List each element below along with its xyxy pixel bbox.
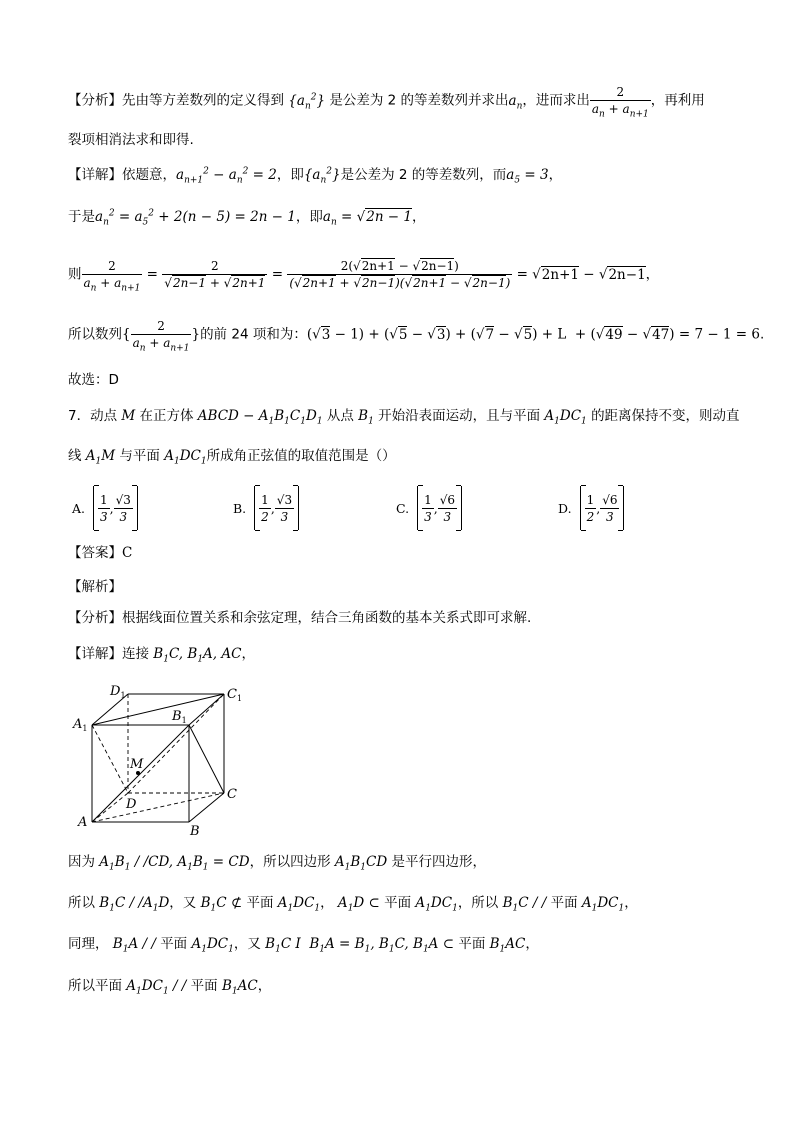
proof-p4-a: 所以平面: [68, 978, 122, 994]
detail-line2-a: 于是: [68, 209, 95, 225]
option-a[interactable]: A. $\frac{1}{3}$ , $\frac{√3}{3}$: [72, 486, 138, 530]
q7-text-a: 动点: [90, 408, 118, 424]
fraction-2-over-an: $\frac{2}{a_n + a_{n+1}}$: [591, 85, 649, 120]
proof-p3-a: 同理，: [68, 936, 109, 952]
label-m: M: [130, 757, 144, 772]
q7-text-f: 线: [68, 448, 82, 464]
detail-line1-c: 是公差为 2 的等差数列，而: [340, 167, 507, 183]
frac-lhs: $\frac{2}{a_n + a_{n+1}}$: [83, 259, 141, 294]
option-b[interactable]: B. $\frac{1}{2}$ , $\frac{√3}{3}$: [233, 486, 299, 530]
label-b: B: [190, 824, 200, 839]
detail-line1-a: 依题意，: [122, 167, 176, 183]
proof-p2-c: 平面: [246, 895, 274, 911]
detail-line2-b: ，即: [295, 209, 323, 225]
proof-p1-b: ，所以四边形: [249, 854, 331, 870]
option-d[interactable]: D. $\frac{1}{2}$ , $\frac{√6}{3}$: [558, 486, 624, 530]
analysis-text-d: ，再利用: [650, 92, 705, 109]
analysis2-tag: 【分析】: [68, 610, 122, 626]
q7-text-g: 与平面: [119, 448, 160, 464]
analysis2-text: 根据线面位置关系和余弦定理，结合三角函数的基本关系式即可求解.: [122, 610, 532, 626]
answer-value: C: [122, 545, 133, 561]
detail-line4-b: 的前 24 项和为：: [200, 326, 307, 343]
analysis-text-a: 先由等方差数列的定义得到: [122, 92, 284, 109]
option-c[interactable]: C. $\frac{1}{3}$ , $\frac{√6}{3}$: [396, 486, 462, 530]
label-d: D: [126, 797, 137, 812]
proof-p3-d: 平面: [458, 936, 486, 952]
label-c1: $C_1$: [227, 687, 243, 703]
proof-p2-d: ，: [320, 895, 334, 911]
q7-text-e: 的距离保持不变，则动直: [591, 408, 740, 424]
option-a-label: A.: [72, 500, 86, 516]
detail-line4-a: 所以数列: [68, 326, 122, 343]
detail2-connect: 连接: [122, 646, 149, 662]
answer-tag: 【答案】: [68, 545, 122, 561]
proof-p2-b: ，又: [169, 895, 197, 911]
proof-p2-g: 平面: [550, 895, 578, 911]
option-c-label: C.: [396, 500, 410, 516]
proof-p3-c: ，又: [233, 936, 261, 952]
q7-number: 7．: [68, 408, 91, 424]
q7-text-c: 从点: [326, 408, 354, 424]
q7-text-b: 在正方体: [139, 408, 194, 424]
proof-p4-b: 平面: [190, 978, 218, 994]
eq-an: $a_n = √2n - 1$: [322, 209, 413, 228]
label-a1: $A_1$: [73, 717, 88, 733]
analysis-text-b: 是公差为 2 的等差数列并求出: [329, 92, 509, 109]
an-symbol: $a_n$: [508, 92, 523, 112]
label-b1: $B_1$: [172, 709, 187, 725]
set-an2-b: $\{a_n^2\}$: [303, 166, 341, 186]
set-an2: $\{a_n^2\}$: [288, 92, 326, 112]
label-a: A: [78, 815, 88, 830]
frac-rat: $\frac{2(√2n+1 - √2n-1)}{(√2n+1 + √2n-1)(√2n+1 - √2n-1)}$: [289, 259, 511, 290]
q7-text-h: 所成角正弦值的取值范围是（）: [206, 448, 396, 464]
label-c: C: [227, 787, 237, 802]
analysis-text-e: 裂项相消法求和即得.: [68, 132, 194, 148]
detail-tag: 【详解】: [68, 167, 122, 183]
cube-figure: [72, 680, 252, 840]
proof-p2-a: 所以: [68, 895, 95, 911]
eq-sum: (√3 − 1) + (√5 − √3) + (√7 − √5) + L + (√49 − √47) = 7 − 1 = 6: [306, 326, 760, 343]
option-d-label: D.: [558, 500, 572, 516]
frac-seq: $\frac{2}{a_n + a_{n+1}}$: [132, 319, 190, 354]
explain-tag: 【解析】: [68, 579, 122, 595]
option-b-label: B.: [233, 500, 247, 516]
eq-an2: $a_n^2 = a_5^2 + 2(n - 5) = 2n - 1$: [95, 208, 296, 228]
proof-p2-e: 平面: [384, 895, 412, 911]
analysis-tag: 【分析】: [68, 92, 122, 109]
frac-mid: $\frac{2}{√2n-1 + √2n+1}$: [164, 259, 266, 290]
proof-p1-a: 因为: [68, 854, 95, 870]
detail2-tag: 【详解】: [68, 646, 122, 662]
analysis-text-c: ，进而求出: [522, 92, 590, 109]
proof-p3-b: 平面: [160, 936, 188, 952]
detail-line1-b: ，即: [276, 167, 304, 183]
detail-line3-a: 则: [68, 266, 82, 283]
proof-p2-f: ，所以: [457, 895, 499, 911]
label-d1: $D_1$: [110, 684, 126, 700]
conclusion: 故选：D: [68, 372, 119, 388]
proof-p1-c: 是平行四边形，: [391, 854, 486, 870]
eq-recur: $a_{n+1}^2 - a_n^2 = 2$: [176, 166, 277, 186]
q7-text-d: 开始沿表面运动，且与平面: [378, 408, 541, 424]
eq-a5: $a_5 = 3$: [506, 167, 549, 186]
